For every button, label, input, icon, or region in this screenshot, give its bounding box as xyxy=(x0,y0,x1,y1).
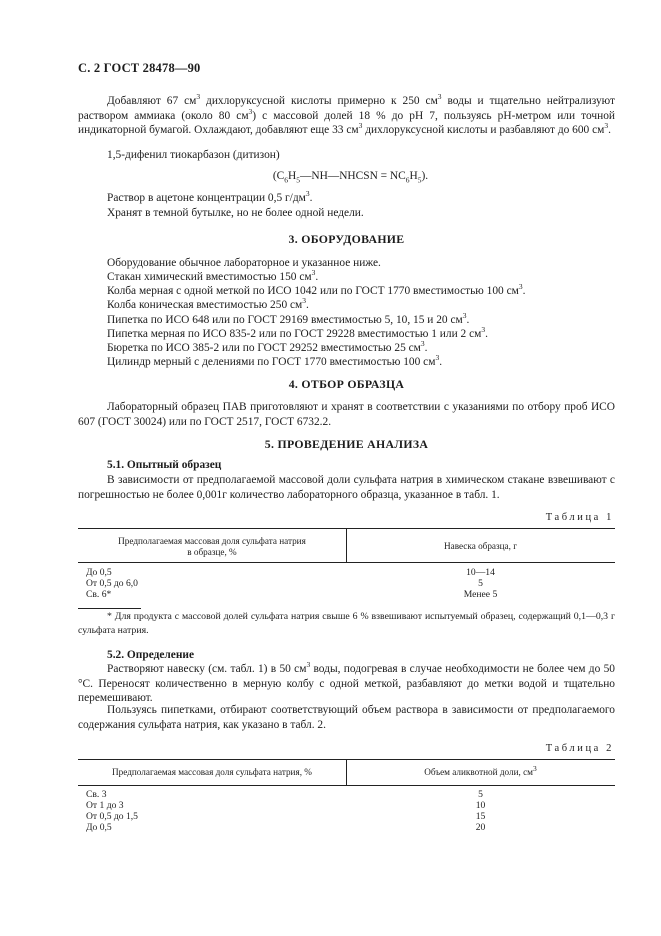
table-rule xyxy=(78,562,615,563)
subsection-5-1-text: В зависимости от предполагаемой массовой доли сульфата натрия в химическом стакане взвешивают с погрешностью не более 0,001г количество лабораторного образца, указанное в табл. 1. xyxy=(78,474,615,501)
section-3-title: 3. ОБОРУДОВАНИЕ xyxy=(288,232,405,246)
table-1-footnote: * Для продукта с массовой долей сульфата натрия свыше 6 % взвешивают испытуемый образец, содержащий 0,1—0,3 г сульфата натрия. xyxy=(78,611,615,636)
table-cell: 10 xyxy=(475,800,486,811)
equipment-item: Цилиндр мерный с делениями по ГОСТ 1770 вместимостью 100 $см^3$. xyxy=(107,353,443,368)
table-cell: До 0,5 xyxy=(86,822,112,833)
table-cell: 10—14 xyxy=(466,567,495,578)
table-2-header-col2: Объем аликвотной доли, $см^3$ xyxy=(424,763,537,777)
table-1-header-col2: Навеска образца, г xyxy=(443,541,517,551)
intro-paragraph: Добавляют 67 $см^3$ дихлоруксусной кислоты примерно к 250 $см^3$ воды и тщательно нейтрализуют раствором аммиака (около 80 $см^3$) с массовой долей 18 % до pH 7, пользуясь pH-метром или точной индикаторной бумагой. Охлаждают, добавляют еще 33 $см^3$ дихлоруксусной кислоты и разбавляют до 600 $см^3$. xyxy=(78,92,616,137)
section-4-text: Лабораторный образец ПАВ приготовляют и хранят в соответствии с указаниями по отбору проб ИСО 607 (ГОСТ 30024) или по ГОСТ 2517, ГОСТ 6732.2. xyxy=(78,401,615,428)
table-cell: От 1 до 3 xyxy=(86,800,124,811)
equipment-item: Пипетка мерная по ИСО 835-2 или по ГОСТ 29228 вместимостью 1 или 2 $см^3$. xyxy=(107,325,488,340)
table-cell: От 0,5 до 1,5 xyxy=(86,811,138,822)
equipment-item: Пипетка по ИСО 648 или по ГОСТ 29169 вместимостью 5, 10, 15 и 20 $см^3$. xyxy=(107,311,470,326)
table-cell: 5 xyxy=(478,578,483,589)
subsection-5-2-text: Растворяют навеску (см. табл. 1) в 50 $см^3$ воды, подогревая в случае необходимости не более чем до 50 °С. Переносят количественно в мерную колбу с одной меткой, разбавляют до метки водой и тщательно перемешивают. xyxy=(78,660,615,705)
page-header: С. 2 ГОСТ 28478—90 xyxy=(78,61,201,75)
subsection-5-2-title: 5.2. Определение xyxy=(107,649,195,661)
equipment-item: Оборудование обычное лабораторное и указанное ниже. xyxy=(107,257,381,269)
table-1-header-col1: Предполагаемая массовая доля сульфата натрия в образце, % xyxy=(118,536,306,557)
table-cell: 5 xyxy=(478,789,483,800)
table-2-header-col1: Предполагаемая массовая доля сульфата натрия, % xyxy=(112,767,312,777)
table-cell: От 0,5 до 6,0 xyxy=(86,578,138,589)
solution-text: Раствор в ацетоне концентрации 0,5 $г/дм^3$. xyxy=(107,189,313,204)
equipment-item: Стакан химический вместимостью 150 $см^3$. xyxy=(107,268,319,283)
table-cell: 20 xyxy=(475,822,486,833)
subsection-5-2-text-2: Пользуясь пипетками, отбирают соответствующий объем раствора в зависимости от предполагаемого содержания сульфата натрия, как указано в табл. 2. xyxy=(78,704,615,731)
table-cell: Менее 5 xyxy=(463,589,498,600)
section-5-title: 5. ПРОВЕДЕНИЕ АНАЛИЗА xyxy=(264,437,429,451)
storage-text: Хранят в темной бутылке, но не более одной недели. xyxy=(107,207,364,219)
table-cell: Св. 6* xyxy=(86,589,112,600)
table-cell: 15 xyxy=(475,811,486,822)
subsection-5-1-title: 5.1. Опытный образец xyxy=(107,459,222,471)
chemical-formula: $(C_6H_5—NH—NHCSN = NC_6H_5)$. xyxy=(272,170,429,185)
equipment-item: Бюретка по ИСО 385-2 или по ГОСТ 29252 вместимостью 25 $см^3$. xyxy=(107,339,428,354)
section-4-title: 4. ОТБОР ОБРАЗЦА xyxy=(288,377,405,391)
table-2-caption: Таблица 2 xyxy=(545,743,614,754)
table-cell: Св. 3 xyxy=(86,789,107,800)
footnote-rule xyxy=(78,608,141,609)
equipment-item: Колба мерная с одной меткой по ИСО 1042 или по ГОСТ 1770 вместимостью 100 $см^3$. xyxy=(107,282,526,297)
table-1-caption: Таблица 1 xyxy=(545,512,614,523)
reagent-name: 1,5-дифенил тиокарбазон (дитизон) xyxy=(107,149,280,161)
equipment-item: Колба коническая вместимостью 250 $см^3$. xyxy=(107,296,309,311)
table-cell: До 0,5 xyxy=(86,567,112,578)
table-rule xyxy=(78,785,615,786)
